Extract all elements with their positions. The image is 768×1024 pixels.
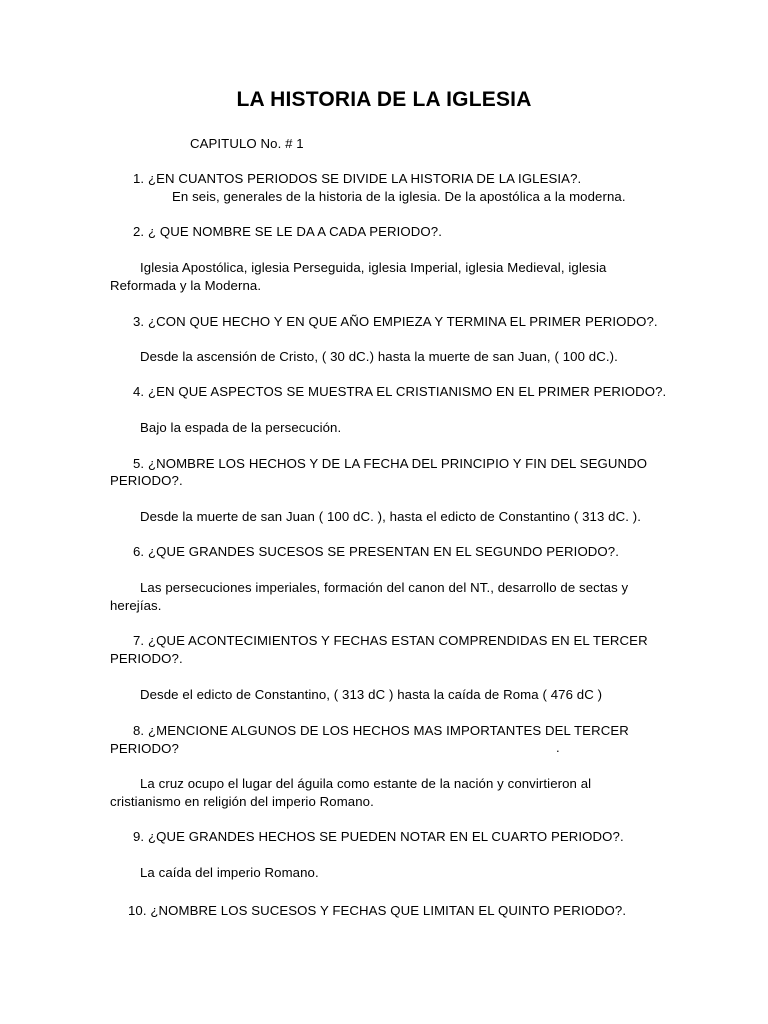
question-5-line-1: 5. ¿NOMBRE LOS HECHOS Y DE LA FECHA DEL PRINCIPIO Y FIN DEL SEGUNDO [133,456,648,471]
answer-8-line-2: cristianismo en religión del imperio Romano. [110,794,374,809]
document-title: LA HISTORIA DE LA IGLESIA [236,88,532,111]
answer-8-line-1: La cruz ocupo el lugar del águila como estante de la nación y convirtieron al [140,776,592,791]
question-1: 1. ¿EN CUANTOS PERIODOS SE DIVIDE LA HISTORIA DE LA IGLESIA?. [133,171,582,186]
answer-6-line-1: Las persecuciones imperiales, formación del canon del NT., desarrollo de sectas y [140,580,629,595]
question-8-line-2: PERIODO? [110,741,179,756]
answer-4: Bajo la espada de la persecución. [140,420,342,435]
question-8-trailing-dot: . [556,740,560,755]
answer-2-line-2: Reformada y la Moderna. [110,278,262,293]
answer-1: En seis, generales de la historia de la iglesia. De la apostólica a la moderna. [172,189,626,204]
answer-9: La caída del imperio Romano. [140,865,319,880]
question-8-line-1: 8. ¿MENCIONE ALGUNOS DE LOS HECHOS MAS IMPORTANTES DEL TERCER [133,723,629,738]
question-7-line-1: 7. ¿QUE ACONTECIMIENTOS Y FECHAS ESTAN COMPRENDIDAS EN EL TERCER [133,633,648,648]
question-4: 4. ¿EN QUE ASPECTOS SE MUESTRA EL CRISTIANISMO EN EL PRIMER PERIODO?. [133,384,667,399]
question-10: 10. ¿NOMBRE LOS SUCESOS Y FECHAS QUE LIMITAN EL QUINTO PERIODO?. [128,903,627,918]
answer-3: Desde la ascensión de Cristo, ( 30 dC.) hasta la muerte de san Juan, ( 100 dC.). [140,349,618,364]
question-2: 2. ¿ QUE NOMBRE SE LE DA A CADA PERIODO?. [133,224,442,239]
question-5-line-2: PERIODO?. [110,473,183,488]
chapter-heading: CAPITULO No. # 1 [190,136,304,151]
question-7-line-2: PERIODO?. [110,651,183,666]
answer-2-line-1: Iglesia Apostólica, iglesia Perseguida, iglesia Imperial, iglesia Medieval, iglesia [140,260,607,275]
answer-6-line-2: herejías. [110,598,162,613]
answer-7: Desde el edicto de Constantino, ( 313 dC ) hasta la caída de Roma ( 476 dC ) [140,687,603,702]
answer-5: Desde la muerte de san Juan ( 100 dC. ), hasta el edicto de Constantino ( 313 dC. ). [140,509,642,524]
question-3: 3. ¿CON QUE HECHO Y EN QUE AÑO EMPIEZA Y TERMINA EL PRIMER PERIODO?. [133,314,658,329]
question-6: 6. ¿QUE GRANDES SUCESOS SE PRESENTAN EN EL SEGUNDO PERIODO?. [133,544,619,559]
question-9: 9. ¿QUE GRANDES HECHOS SE PUEDEN NOTAR EN EL CUARTO PERIODO?. [133,829,624,844]
